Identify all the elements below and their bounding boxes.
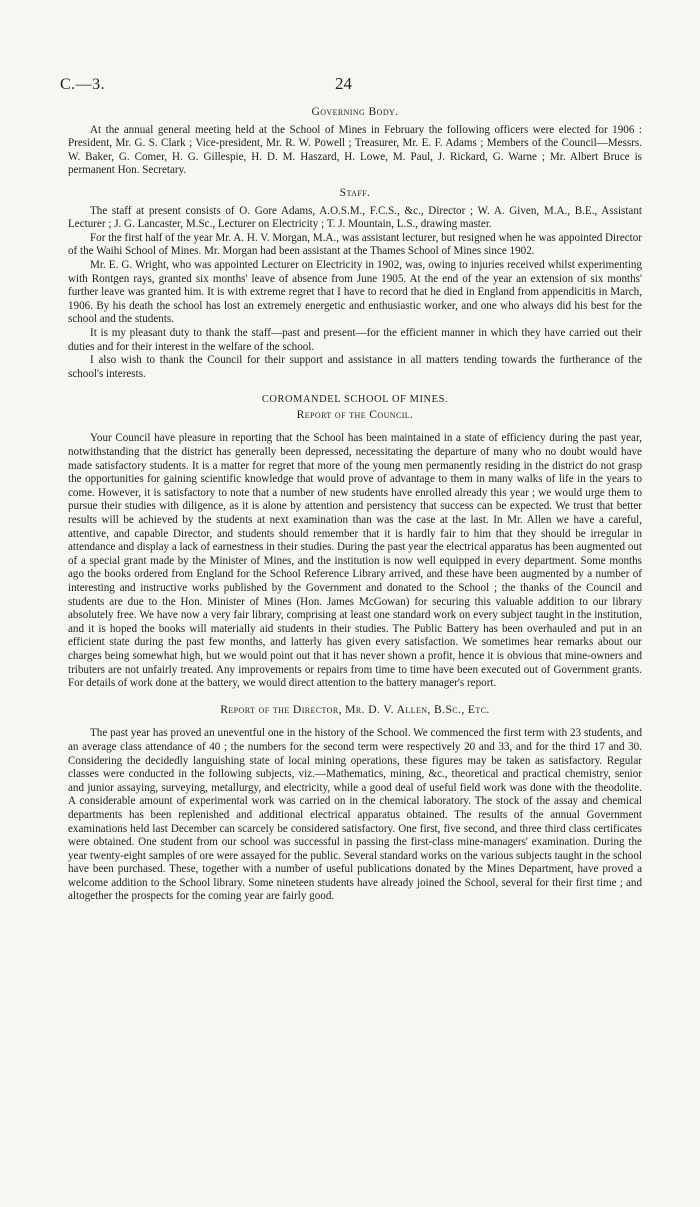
document-body [68, 105, 642, 904]
school-title-coromandel: COROMANDEL SCHOOL OF MINES. [261, 394, 449, 406]
paragraph: The past year has proved an uneventful one in the history of the School. We commenced the first term with 23 students, and an average class attendance of 40 ; the numbers for the second term were respectively 20 and 33, and for the third 17 and 30. Considering the decidedly languishing state of local mining operations, these figures may be taken as satisfactory. Regular classes were conducted in the following subjects, viz.—Mathematics, mining, &c., theoretical and practical chemistry, senior and junior assaying, surveying, metallurgy, and electricity, while a good deal of useful field work was done with the theodolite. A considerable amount of experimental work was carried on in the chemical laboratory. The stock of the assay and chemical departments has been replenished and additional electrical apparatus obtained. The results of the annual Government examinations held last December can scarcely be considered satisfactory. One first, five second, and three third class certificates were obtained. One student from our school was successful in passing the first-class mine-managers' examination. During the year twenty-eight samples of ore were assayed for the public. Several standard works on the various subjects taught in the school have been purchased. These, together with a number of useful publications donated by the Mines Department, have proved a welcome addition to the School library. Some nineteen students have already joined the School, several for their first time ; and altogether the prospects for the coming year are fairly good. [68, 727, 642, 903]
document-reference: C.—3. [60, 76, 106, 93]
section-heading-staff: Staff. [339, 185, 371, 199]
paragraph: At the annual general meeting held at the School of Mines in February the following officers were elected for 1906 : President, Mr. G. S. Clark ; Vice-president, Mr. R. W. Powell ; Treasurer, Mr. E. F. Adams ; Members of the Council—Messrs. W. Baker, G. Comer, H. G. Gillespie, H. D. M. Haszard, H. Lowe, M. Paul, J. Rickard, G. Warne ; Mr. Albert Bruce is permanent Hon. Secretary. [68, 123, 642, 177]
paragraph: It is my pleasant duty to thank the staff—past and present—for the efficient manner in which they have carried out their duties and for their interest in the welfare of the school. [68, 326, 642, 353]
paragraph: I also wish to thank the Council for their support and assistance in all matters tending towards the furtherance of the school's interests. [68, 354, 642, 380]
paragraph: For the first half of the year Mr. A. H. V. Morgan, M.A., was assistant lecturer, but resigned when he was appointed Director of the Waihi School of Mines. Mr. Morgan had been assistant at the Thames School of Mines since 1902. [68, 231, 642, 258]
paragraph: Your Council have pleasure in reporting that the School has been maintained in a state of efficiency during the past year, notwithstanding that the district has generally been depressed, necessitating the departure of many who no doubt would have made satisfactory students. It is a matter for regret that more of the young men permanently residing in the district do not grasp the opportunities for gaining scientific knowledge that would prove of advantage to them in many walks of life in the years to come. However, it is satisfactory to note that a number of new students have enrolled already this year ; we would urge them to pursue their studies with diligence, as it is alone by attention and persistency that success can be expected. We trust that better results will be achieved by the students at next examination than was the case at the last. In Mr. Allen we have a careful, attentive, and capable Director, and students should remember that it is hardly fair to him that they should be irregular in attendance and display a lack of earnestness in their studies. During the past year the electrical apparatus has been augmented out of a special grant made by the Minister of Mines, and the institution is now well equipped in every department. Some months ago the books ordered from England for the School Reference Library arrived, and these have been augmented by a number of interesting and instructive works published by the Government and donated to the School ; the thanks of the Council and students are due to the Hon. Minister of Mines (Hon. James McGowan) for securing this valuable addition to our library absolutely free. We have now a very fair library, comprising at least one standard work on every subject taught in the institution, and it is hoped the books will materially aid students in their studies. The Public Battery has been overhauled and put in an efficient state during the past few months, and latterly has given every satisfaction. We sometimes hear remarks about our charges being somewhat high, but we would point out that it has never shown a profit, hence it is obvious that mine-owners and tributers are not unfairly treated. Any improvements or repairs from time to time have been executed out of Government grants. For details of work done at the battery, we would direct attention to the battery manager's report. [68, 432, 642, 690]
section-heading-governing-body: Governing Body. [311, 105, 399, 118]
section-heading-director-report: Report of the Director, Mr. D. V. Allen, B.Sc., Etc. [220, 702, 490, 716]
section-heading-council-report: Report of the Council. [296, 407, 414, 421]
page-number: 24 [335, 74, 352, 93]
paragraph: The staff at present consists of O. Gore Adams, A.O.S.M., F.C.S., &c., Director ; W. A. Given, M.A., B.E., Assistant Lecturer ; J. G. Lancaster, M.Sc., Lecturer on Electricity ; T. J. Mountain, L.S., drawing master. [68, 204, 642, 231]
paragraph: Mr. E. G. Wright, who was appointed Lecturer on Electricity in 1902, was, owing to injuries received whilst experimenting with Rontgen rays, granted six months' leave of absence from June 1905. At the end of the year an extension of six months' further leave was granted him. It is with extreme regret that I have to record that he died in England from appendicitis in March, 1906. By his death the school has lost an extremely energetic and enthusiastic worker, and one who always did his best for the school and the students. [68, 258, 642, 326]
